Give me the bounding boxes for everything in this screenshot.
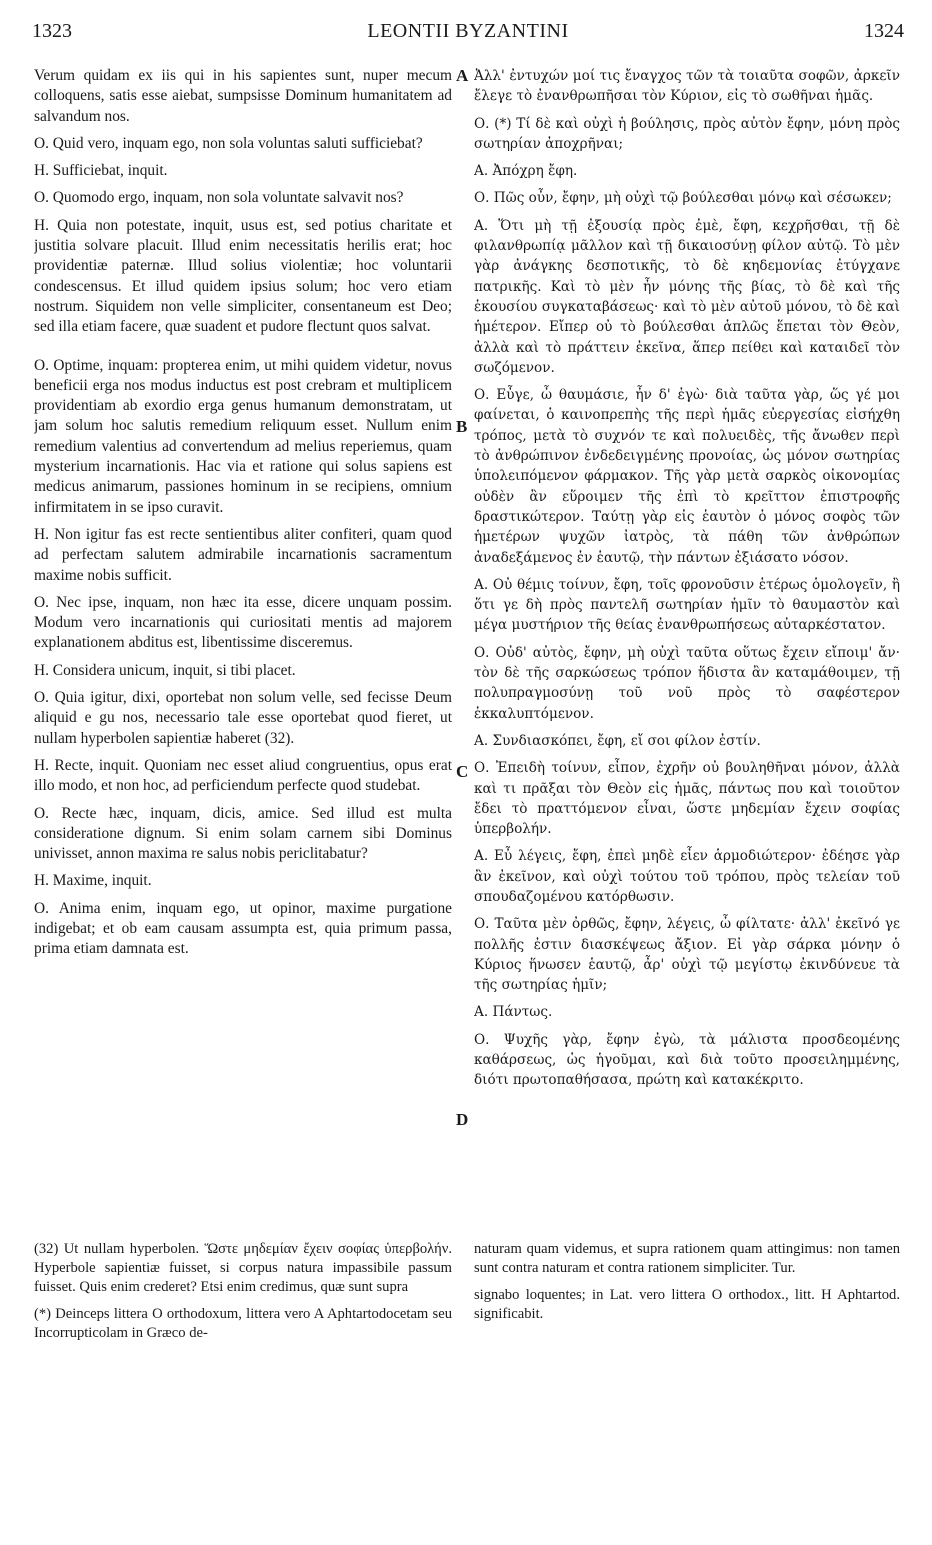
latin-paragraph: O. Quia igitur, dixi, oportebat non solum velle, sed fecisse Deum aliquid e gu nos, necessario tale esse oportebat quod fieret, ut nullam hyperbolen sapientiæ haberet (32). (34, 689, 452, 747)
footnote: (*) Deinceps littera O orthodoxum, littera vero A Aphtartodocetam seu Incorrupticolam in Græco de- (34, 1306, 452, 1341)
latin-paragraph: H. Quia non potestate, inquit, usus est, sed potius charitate et justitia solvare placuit. Illud enim necessitatis herilis erat; hoc providentiæ paternæ. Illud solius violentiæ; hoc voluntarii condescensus. Et illud quidem ipsius solum; hoc vero etiam nostrum. Siquidem non velle simpliciter, consentaneum est Deo; sed illa etiam facere, quæ suadent et pudore flectunt quos salvat. (34, 216, 452, 336)
greek-paragraph: Α. Ὅτι μὴ τῇ ἐξουσίᾳ πρὸς ἐμὲ, ἔφη, κεχρῆσθαι, τῇ δὲ φιλανθρωπίᾳ μᾶλλον καὶ τῇ δικαιοσύνῃ φίλον αὐτῷ. Τὸ μὲν γὰρ ἀνάγκης δεσποτικῆς, τὸ δὲ κηδεμονίας ἐτύγχανε πατρικῆς. Καὶ τὸ μὲν ἦν μόνης τῆς βίας, τὸ δὲ καὶ τῆς ἑκουσίου συγκαταβάσεως· καὶ τὸ μὲν αὐτοῦ μόνου, τὸ δὲ καὶ ἡμέτερον. Εἴπερ οὐ τὸ βούλεσθαι ἁπλῶς ἕπεται τὸν Θεὸν, ἀλλὰ καὶ τὸ πράττειν ἐκεῖνα, ἅπερ πείθει καὶ καταιδεῖ τὸν σωζόμενον. (474, 217, 900, 376)
greek-paragraph: Ἀλλ' ἐντυχών μοί τις ἔναγχος τῶν τὰ τοιαῦτα σοφῶν, ἀρκεῖν ἔλεγε τὸ ἐνανθρωπῆσαι τὸν Κύριον, εἰς τὸ σωθῆναι ἡμᾶς. (474, 68, 900, 105)
greek-paragraph: Α. Οὐ θέμις τοίνυν, ἔφη, τοῖς φρονοῦσιν ἑτέρως ὁμολογεῖν, ἢ ὅτι γε δὴ πρὸς παντελῆ σωτηρίαν ἡμῖν τὸ θαυμαστὸν καὶ μέγα μυστήριον τῆς θείας ἐνανθρωπήσεως αὐταρκέστατον. (474, 576, 900, 634)
latin-paragraph: O. Quomodo ergo, inquam, non sola voluntate salvavit nos? (34, 189, 404, 207)
latin-paragraph: H. Non igitur fas est recte sentientibus aliter confiteri, quam quod ad perfectam salutem admirabile incarnationis sacramentum maxime nobis sufficit. (34, 525, 452, 584)
greek-paragraph: Α. Πάντως. (474, 1004, 553, 1021)
footnotes-left (34, 1240, 452, 1351)
page-number-right: 1324 (864, 20, 904, 42)
greek-paragraph: Ο. Εὖγε, ὦ θαυμάσιε, ἦν δ' ἐγὼ· διὰ ταῦτα γὰρ, ὥς γέ μοι φαίνεται, ὁ καινοπρεπὴς τῆς περὶ ἡμᾶς εὐεργεσίας εἰσήχθη τρόπος, μετὰ τὸ συχνόν τε καὶ πολυειδὲς, τῆς ἄνωθεν περὶ τὸ ἀνθρώπινον ἐνδεδειγμένης προνοίας, ὡς μόνον σωτηρίας ὑπολειπόμενον φάρμακον. Τῆς γὰρ μετὰ σαρκὸς οἰκονομίας οὐδὲν ἂν εὕροιμεν τῆς ἐπὶ τὸ κρεῖττον ἐπιστροφῆς δραστικώτερον. Ταύτῃ γὰρ εἰς ἑαυτὸν ὁ μόνος σοφὸς τῶν ἡμετέρων ψυχῶν ἰατρὸς, τὰ πάθη τῶν ἀνθρώπων ἀναδεξάμενος ἐν ἑαυτῷ, τὴν πάντων ἐξιάσατο νόσον. (474, 387, 900, 566)
footnote: (32) Ut nullam hyperbolen. Ὥστε μηδεμίαν ἔχειν σοφίας ὑπερβολήν. Hyperbole sapientiæ fuisset, si corpus natura impassibile passum fuisset. Quis enim crederet? Etsi enim credimus, quæ sunt supra (34, 1241, 452, 1295)
latin-column (34, 66, 452, 1226)
margin-letter-d: D (456, 1110, 469, 1129)
latin-paragraph: H. Considera unicum, inquit, si tibi placet. (34, 661, 296, 679)
greek-column (474, 66, 900, 1226)
latin-paragraph: O. Recte hæc, inquam, dicis, amice. Sed illud est multa consideratione dignum. Si enim solam carnem sibi Dominus univisset, annon maxima re salus nobis periclitabatur? (34, 804, 452, 863)
greek-paragraph: Α. Εὖ λέγεις, ἔφη, ἐπεὶ μηδὲ εἶεν ἁρμοδιώτερον· ἐδέησε γὰρ ἂν ἐκεῖνον, καὶ οὐχὶ τούτου τοῦ τρόπου, πρὸς τελείαν τοῦ σπουδαζομένου κατόρθωσιν. (474, 848, 900, 905)
margin-letter-b: B (456, 417, 468, 436)
greek-paragraph: Ο. Ἐπειδὴ τοίνυν, εἶπον, ἐχρῆν οὐ βουληθῆναι μόνον, ἀλλὰ καὶ τι πρᾶξαι τὸν Θεὸν εἰς ἡμᾶς, πάντως που καὶ τοιοῦτον ἔδει τὸ πραττόμενον εἶναι, ὥστε μηδεμίαν ἔχειν σοφίας ὑπερβολήν. (474, 760, 900, 838)
greek-paragraph: Ο. Οὐδ' αὐτὸς, ἔφην, μὴ οὐχὶ ταῦτα οὕτως ἔχειν εἴποιμ' ἄν· τὸν δὲ τῆς σαρκώσεως τρόπον ἥδιστα ἂν καταμάθοιμεν, τῇ πολυπραγμοσύνῃ τοῦ νοῦ πρὸς τὸ σαφέστερον ἐκκαλυπτόμενον. (474, 644, 900, 722)
latin-paragraph: H. Maxime, inquit. (34, 872, 152, 890)
running-title: LEONTII BYZANTINI (367, 20, 569, 42)
greek-paragraph: Ο. Πῶς οὖν, ἔφην, μὴ οὐχὶ τῷ βούλεσθαι μόνῳ καὶ σέσωκεν; (474, 190, 892, 207)
latin-paragraph: O. Optime, inquam: propterea enim, ut mihi quidem videtur, novus beneficii erga nos modus inductus est post crebram et multiplicem providentiam ab exordio erga genus humanum demonstratam, ut jam solum hoc salutis remedium reliquum esset. Nullum enim remedium valentius ad convertendum ad melius reperiemus, quam mysterium incarnationis. Hac via et ratione qui solus sapiens est medicus animarum, passiones hominum in se recipiens, omnium infirmitatem in se ipso curavit. (34, 356, 452, 516)
greek-paragraph: Α. Συνδιασκόπει, ἔφη, εἴ σοι φίλον ἐστίν. (474, 732, 761, 749)
latin-paragraph: O. Quid vero, inquam ego, non sola voluntas saluti sufficiebat? (34, 134, 423, 152)
footnotes-right (474, 1240, 900, 1332)
page-header (32, 16, 904, 46)
page-number-left: 1323 (32, 20, 72, 42)
footnote: signabo loquentes; in Lat. vero littera O orthodox., litt. H Aphtartod. significabit. (474, 1287, 900, 1322)
greek-paragraph: Ο. Ταῦτα μὲν ὀρθῶς, ἔφην, λέγεις, ὦ φίλτατε· ἀλλ' ἐκεῖνό γε πολλῆς ἐστιν διασκέψεως ἄξιον. Εἰ γὰρ σάρκα μόνην ὁ Κύριος ἥνωσεν ἑαυτῷ, ἆρ' οὐχὶ τῷ μεγίστῳ ἐκινδύνευε τὰ τῆς σωτηρίας ἡμῖν; (474, 916, 900, 994)
latin-paragraph: Verum quidam ex iis qui in his sapientes sunt, nuper mecum colloquens, satis esse aiebat, sumpsisse Dominum humanitatem ad salvandum nos. (34, 67, 452, 125)
latin-paragraph: O. Nec ipse, inquam, non hæc ita esse, dicere unquam possim. Modum vero incarnationis qui curiositati mentis ad majorem explanationem abditus est, libentissime disceremus. (34, 593, 452, 652)
footnote: naturam quam videmus, et supra rationem quam attingimus: non tamen sunt contra naturam et contra rationem simpliciter. Tur. (474, 1241, 900, 1276)
greek-paragraph: Ο. (*) Τί δὲ καὶ οὐχὶ ἡ βούλησις, πρὸς αὐτὸν ἔφην, μόνη πρὸς σωτηρίαν ἀποχρῆναι; (474, 115, 900, 152)
latin-paragraph: H. Recte, inquit. Quoniam nec esset aliud congruentius, opus erat illo modo, et non hoc, ad perficiendum perfecte quod studebat. (34, 756, 452, 795)
margin-letter-c: C (456, 762, 469, 781)
latin-paragraph: H. Sufficiebat, inquit. (34, 162, 168, 180)
greek-paragraph: Α. Ἀπόχρη ἔφη. (474, 163, 578, 180)
greek-paragraph: Ο. Ψυχῆς γὰρ, ἔφην ἐγὼ, τὰ μάλιστα προσδεομένης καθάρσεως, ὡς ἡγοῦμαι, καὶ διὰ τοῦτο προσειλημμένης, διότι πρωτοπαθήσασα, πρώτη καὶ κατακέκριτο. (474, 1031, 900, 1089)
margin-letter-a: A (456, 66, 469, 85)
latin-paragraph: O. Anima enim, inquam ego, ut opinor, maxime purgatione indigebat; et ob eam causam assumpta est, quia primum passa, prima etiam damnata est. (34, 899, 452, 958)
